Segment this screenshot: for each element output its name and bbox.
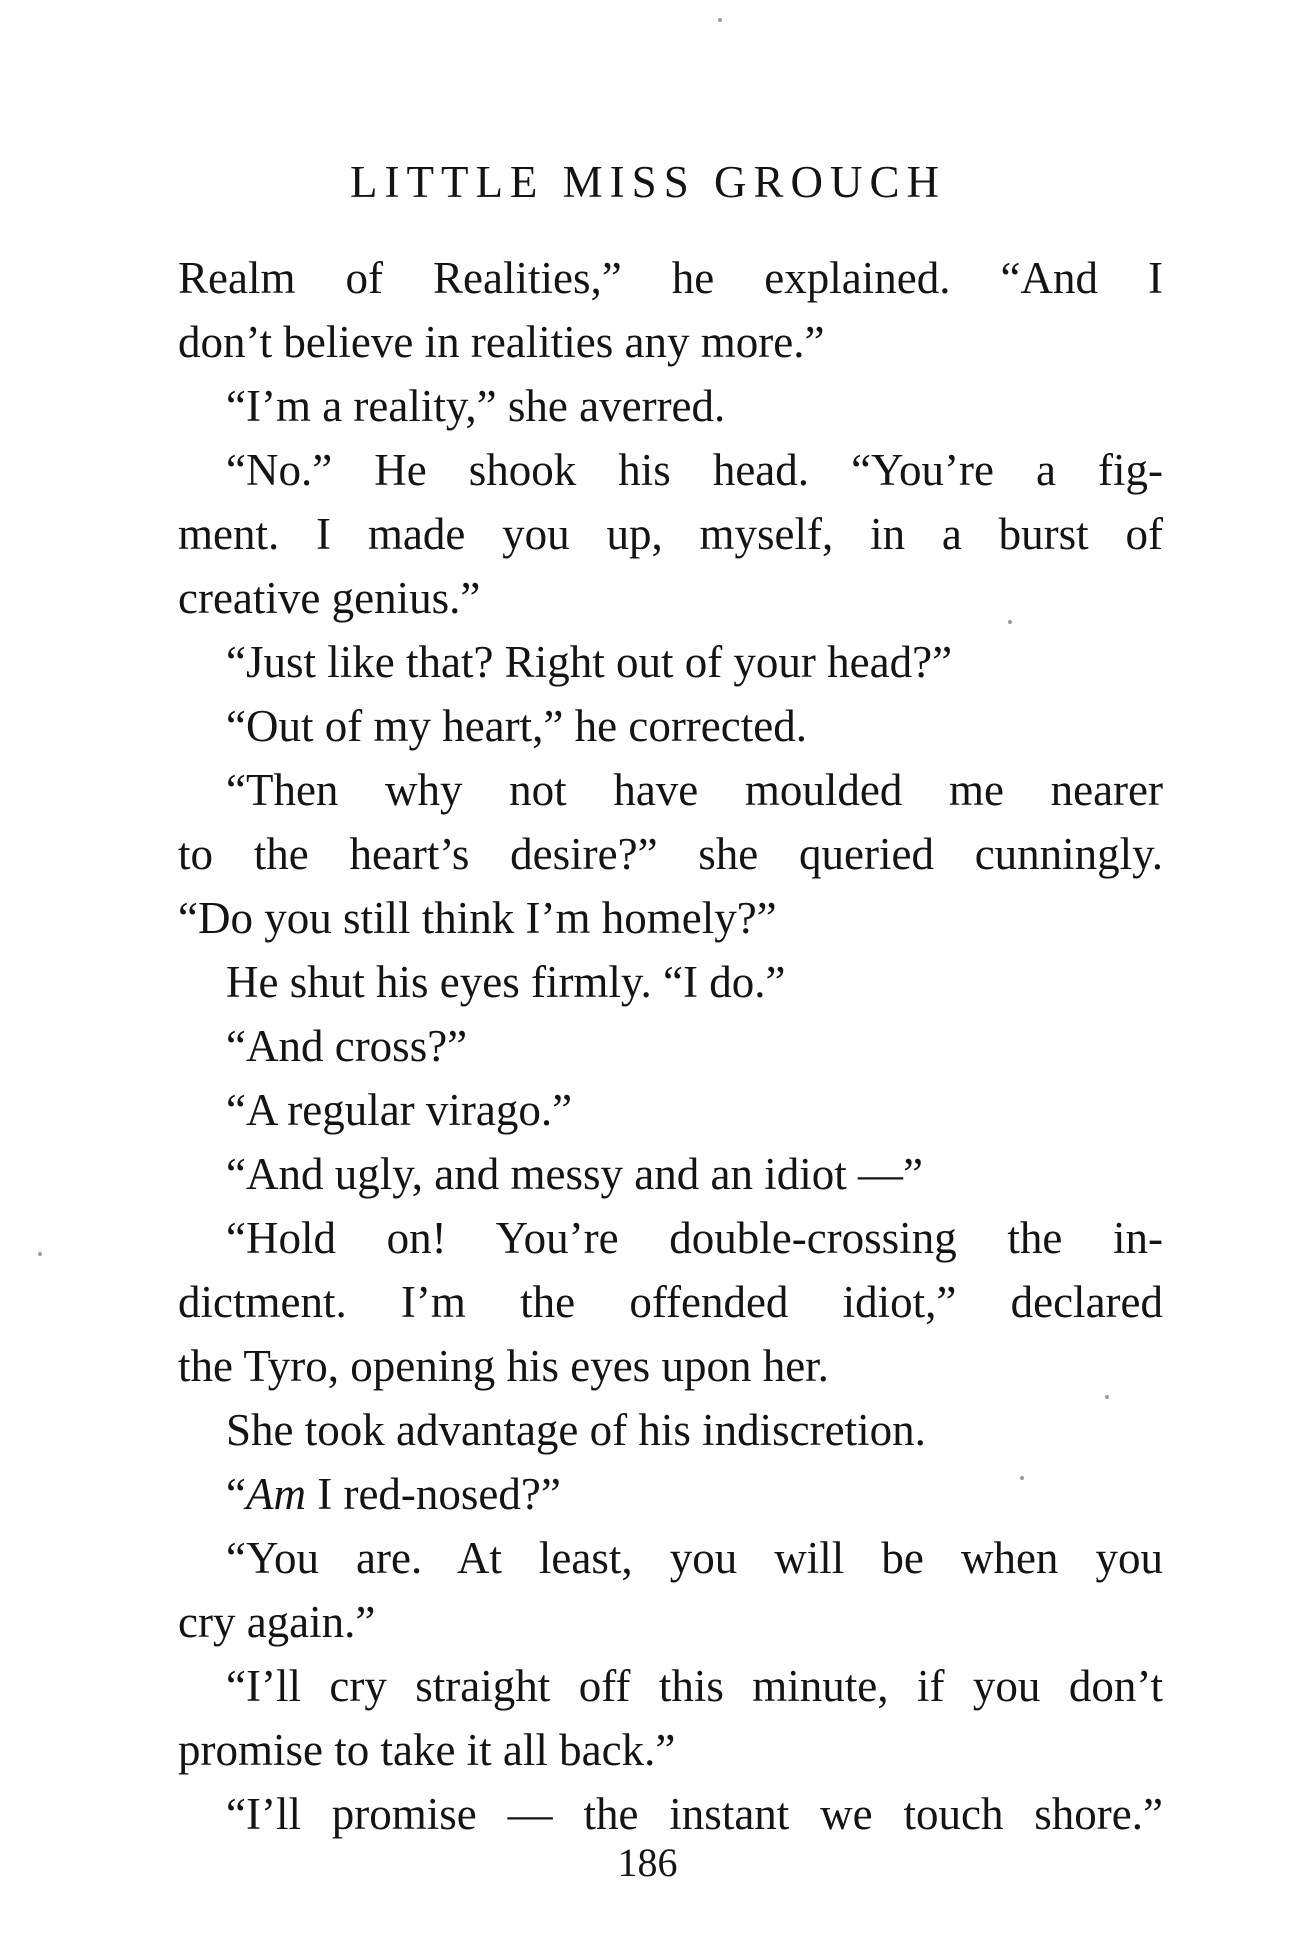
- text-line: cry again.”: [178, 1597, 376, 1647]
- paper-speck: [38, 1252, 42, 1256]
- text-line: the Tyro, opening his eyes upon her.: [178, 1341, 829, 1391]
- text-line: Realm of Realities,” he explained. “And I: [178, 253, 1163, 303]
- text-line: “I’m a reality,” she averred.: [226, 381, 726, 431]
- text-line: “Hold on! You’re double-crossing the in-: [226, 1213, 1163, 1263]
- text-line: promise to take it all back.”: [178, 1725, 676, 1775]
- text-line: don’t believe in realities any more.”: [178, 317, 825, 367]
- paper-speck: [1105, 1395, 1109, 1399]
- text-line: “And cross?”: [226, 1021, 468, 1071]
- running-head: LITTLE MISS GROUCH: [350, 157, 946, 207]
- text-line: to the heart’s desire?” she queried cunningly.: [178, 829, 1163, 879]
- paper-speck: [718, 18, 722, 22]
- line-rest: I red-nosed?”: [305, 1469, 561, 1519]
- page-number: 186: [617, 1840, 678, 1885]
- text-line: “Do you still think I’m homely?”: [178, 893, 777, 943]
- text-line: “Then why not have moulded me nearer: [226, 765, 1163, 815]
- text-line: creative genius.”: [178, 573, 481, 623]
- text-line: “I’ll promise — the instant we touch shore.”: [226, 1789, 1163, 1839]
- paper-speck: [1020, 1476, 1024, 1480]
- text-line: “And ugly, and messy and an idiot —”: [226, 1149, 923, 1199]
- body-text: [178, 246, 1163, 1846]
- text-line: dictment. I’m the offended idiot,” declared: [178, 1277, 1163, 1327]
- text-line: “No.” He shook his head. “You’re a fig-: [226, 445, 1163, 495]
- text-line: “You are. At least, you will be when you: [226, 1533, 1163, 1583]
- text-line: ment. I made you up, myself, in a burst of: [178, 509, 1163, 559]
- paper-speck: [1008, 620, 1012, 624]
- text-line: He shut his eyes firmly. “I do.”: [226, 957, 786, 1007]
- text-line-emphasis: [178, 1462, 1163, 1526]
- text-line: “Out of my heart,” he corrected.: [226, 701, 807, 751]
- text-line: She took advantage of his indiscretion.: [226, 1405, 926, 1455]
- open-quote: “: [226, 1469, 246, 1519]
- text-line: “I’ll cry straight off this minute, if you don’t: [226, 1661, 1163, 1711]
- text-line: “Just like that? Right out of your head?”: [226, 637, 953, 687]
- text-line: “A regular virago.”: [226, 1085, 573, 1135]
- italic-emphasis: Am: [245, 1469, 306, 1519]
